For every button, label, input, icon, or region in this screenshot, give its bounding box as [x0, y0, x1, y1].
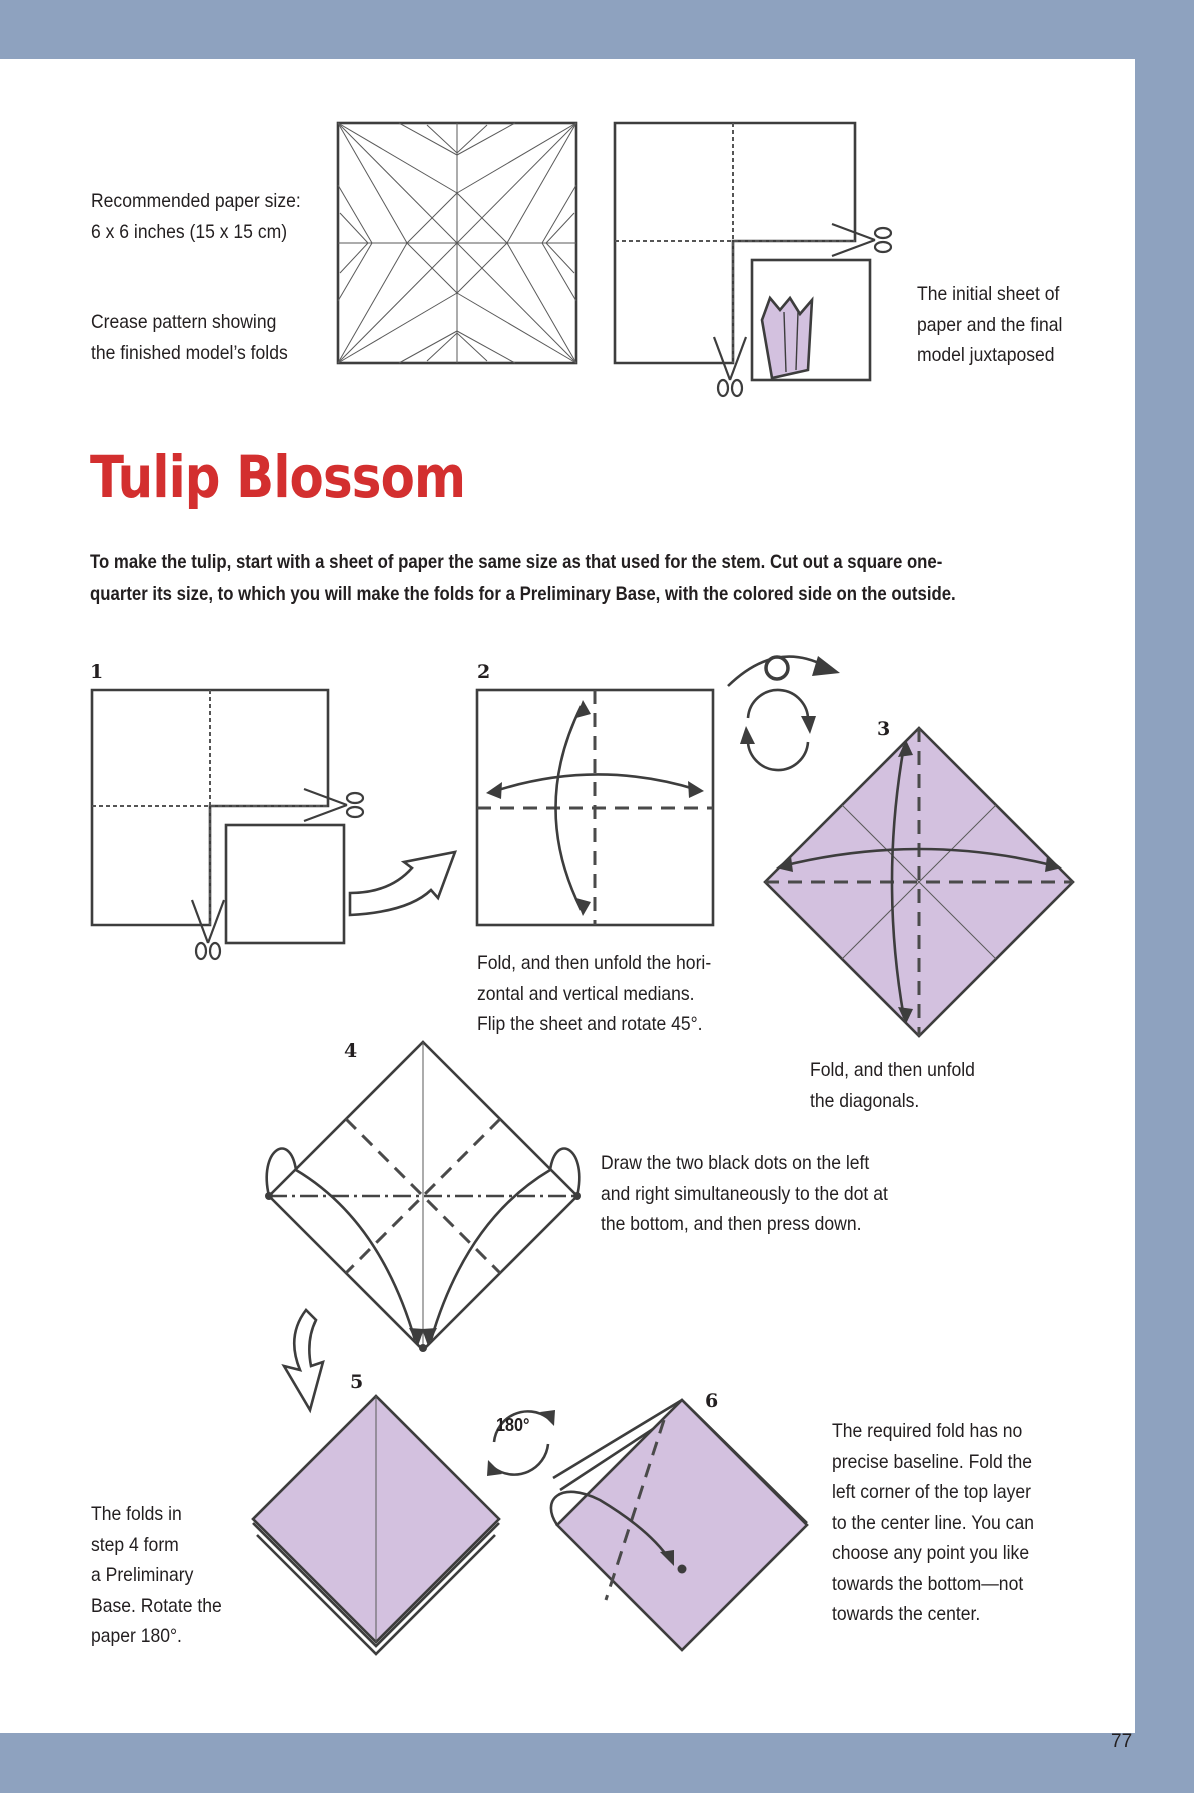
juxtaposed-diagram — [615, 123, 891, 396]
intro-paragraph: To make the tulip, start with a sheet of paper the same size as that used for the stem. Cut out a square one- quarter its size, to which you will make the folds for a Preliminary Base, with the colored side on the outside. — [90, 551, 956, 605]
crease-pattern-caption: Crease pattern showing the finished model’s folds — [91, 311, 288, 364]
step-5-caption: The folds in step 4 form a Preliminary Base. Rotate the paper 180°. — [91, 1503, 222, 1647]
crease-pattern-diagram — [338, 123, 576, 363]
page-title: Tulip Blossom — [90, 443, 466, 511]
step-6-diagram — [551, 1400, 807, 1650]
scissors-icon — [714, 337, 746, 396]
page-number: 77 — [1111, 1731, 1133, 1752]
arrow-icon — [284, 1310, 323, 1410]
step-2-caption: Fold, and then unfold the hori- zontal and vertical medians. Flip the sheet and rotate 45°. — [477, 952, 712, 1035]
step-5-diagram — [253, 1396, 499, 1654]
step-2-diagram — [477, 690, 713, 925]
flip-icon — [728, 656, 840, 686]
step-4-caption: Draw the two black dots on the left and right simultaneously to the dot at the bottom, and then press down. — [601, 1152, 888, 1235]
step-3-diagram — [765, 728, 1073, 1036]
paper-size-note: Recommended paper size: 6 x 6 inches (15 x 15 cm) — [91, 190, 301, 243]
juxtaposed-caption: The initial sheet of paper and the final model juxtaposed — [917, 283, 1063, 366]
step-number: 2 — [477, 661, 491, 683]
step-3-caption: Fold, and then unfold the diagonals. — [810, 1059, 975, 1112]
step-number: 1 — [90, 661, 104, 683]
step-number: 5 — [350, 1371, 364, 1393]
step-number: 6 — [705, 1390, 719, 1412]
step-6-caption: The required fold has no precise baseline. Fold the left corner of the top layer to the center line. You can choose any point you like towards the bottom—not towards the center. — [832, 1420, 1034, 1625]
scissors-icon — [192, 900, 224, 959]
step-number: 3 — [877, 718, 891, 740]
step-4-diagram — [265, 1042, 581, 1352]
step-number: 4 — [344, 1040, 358, 1062]
tulip-model — [762, 298, 812, 378]
step-1-diagram — [92, 690, 455, 959]
arrow-icon — [350, 852, 455, 915]
rotate-icon — [740, 690, 816, 770]
rotate-180-label: 180° — [496, 1415, 530, 1435]
